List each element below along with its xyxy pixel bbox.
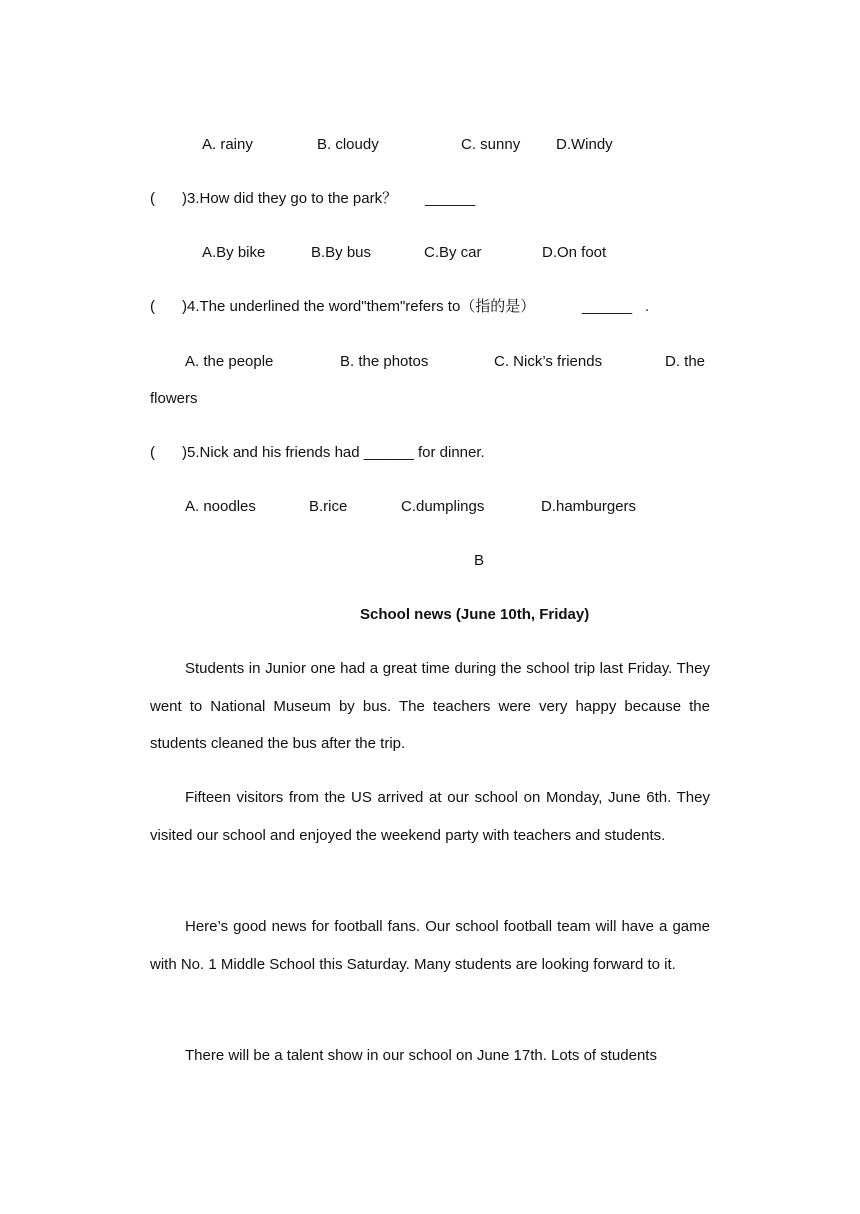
news-paragraph-4: There will be a talent show in our school on June 17th. Lots of students [185,1047,657,1064]
q5-option-a: A. noodles [185,498,256,515]
q4-option-c: C. Nick’s friends [494,353,603,370]
q3-option-c: C.By car [424,244,482,261]
q4-option-b: B. the photos [340,353,429,370]
q5-text: )5.Nick and his friends had ______ for dinner. [182,444,485,461]
news-paragraph-3: Here’s good news for football fans. Our school football team will have a game with No. 1 Middle School this Saturday. Many students are looking forward to it. [150,918,710,973]
q2-option-c: C. sunny [461,136,521,153]
q4-end-mark: . [645,298,650,315]
q5-option-c: C.dumplings [401,498,485,515]
q4-text: )4.The underlined the word"them"refers to（指的是） [182,298,536,315]
section-title: School news (June 10th, Friday) [360,606,590,623]
q4-option-a: A. the people [185,353,274,370]
section-letter: B [474,552,485,569]
q2-option-a: A. rainy [202,136,253,153]
q3-option-d: D.On foot [542,244,607,261]
q3-option-a: A.By bike [202,244,266,261]
news-paragraph-2: Fifteen visitors from the US arrived at our school on Monday, June 6th. They visited our school and enjoyed the weekend party with teachers and students. [150,789,710,844]
news-paragraph-1: Students in Junior one had a great time during the school trip last Friday. They went to National Museum by bus. The teachers were very happy because the students cleaned the bus after the trip. [150,660,710,752]
q4-option-d: D. the [665,353,706,370]
q5-option-b: B.rice [309,498,348,515]
q2-option-d: D.Windy [556,136,613,153]
q4-option-d-continued: flowers [150,390,198,407]
q3-blank: ______ [425,190,476,207]
q5-option-d: D.hamburgers [541,498,637,515]
q4-blank: ______ [582,298,633,315]
q4-paren: ( [150,298,155,315]
q3-paren: ( [150,190,155,207]
q3-text: )3.How did they go to the park？ [182,190,398,207]
q3-option-b: B.By bus [311,244,372,261]
q2-option-b: B. cloudy [317,136,379,153]
q5-paren: ( [150,444,155,461]
